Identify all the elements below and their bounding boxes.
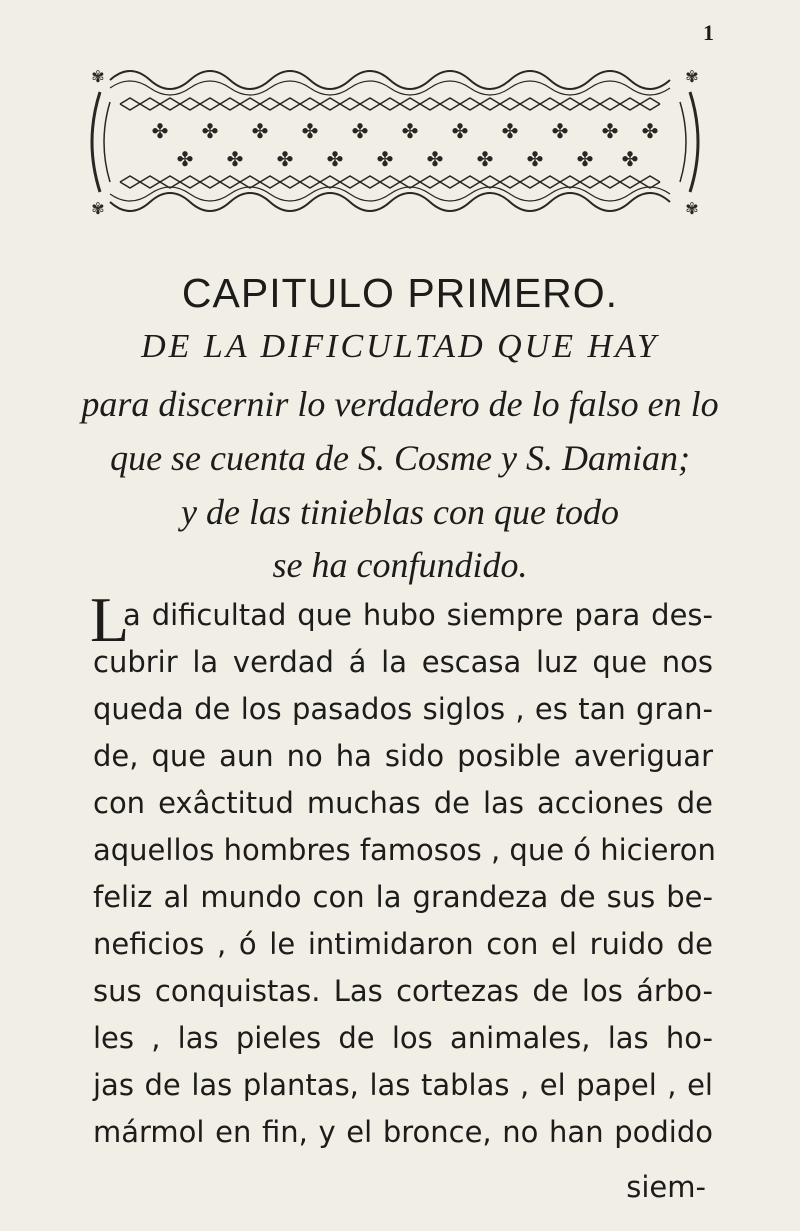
svg-text:✤: ✤ (401, 119, 419, 143)
svg-text:✾: ✾ (91, 67, 105, 86)
body-line-11: jas de las plantas, las tablas , el papel , el (93, 1068, 713, 1102)
svg-text:✤: ✤ (201, 119, 219, 143)
svg-text:✤: ✤ (426, 147, 444, 171)
body-line-10: les , las pieles de los animales, las ho- (93, 1021, 713, 1055)
body-line-6: aquellos hombres famosos , que ó hicieron (93, 833, 716, 867)
svg-text:✤: ✤ (501, 119, 519, 143)
subtitle-line-2: para discernir lo verdadero de lo falso en lo (81, 384, 719, 424)
svg-text:✤: ✤ (621, 147, 639, 171)
body-line-4: de, que aun no ha sido posible averiguar (93, 739, 713, 773)
svg-text:✤: ✤ (351, 119, 369, 143)
subtitle-line-1: DE LA DIFICULTAD QUE HAY (141, 328, 659, 365)
svg-text:✤: ✤ (276, 147, 294, 171)
body-line-8: neficios , ó le intimidaron con el ruido de (93, 927, 713, 961)
body-line-7: feliz al mundo con la grandeza de sus be- (93, 880, 713, 914)
svg-text:✤: ✤ (251, 119, 269, 143)
svg-text:✤: ✤ (176, 147, 194, 171)
svg-text:✤: ✤ (226, 147, 244, 171)
subtitle-line-3: que se cuenta de S. Cosme y S. Damian; (110, 438, 690, 478)
svg-text:✤: ✤ (326, 147, 344, 171)
body-line-12: mármol en fin, y el bronce, no han podido (93, 1115, 713, 1149)
page-number: 1 (703, 20, 714, 45)
chapter-title: CAPITULO PRIMERO. (181, 270, 619, 316)
body-line-3: queda de los pasados siglos , es tan gran- (93, 692, 713, 726)
svg-text:✤: ✤ (551, 119, 569, 143)
subtitle-line-5: se ha confundido. (272, 545, 528, 585)
decorative-headpiece-ornament (70, 62, 720, 222)
svg-text:✤: ✤ (601, 119, 619, 143)
svg-text:✤: ✤ (301, 119, 319, 143)
subtitle-line-4: y de las tinieblas con que todo (181, 492, 619, 532)
svg-text:✤: ✤ (641, 119, 659, 143)
body-line-9: sus conquistas. Las cortezas de los árbo- (93, 974, 713, 1008)
body-line-5: con exâctitud muchas de las acciones de (93, 786, 713, 820)
svg-text:✾: ✾ (685, 67, 699, 86)
svg-text:✤: ✤ (451, 119, 469, 143)
svg-text:✤: ✤ (476, 147, 494, 171)
catchword: siem- (626, 1170, 706, 1204)
svg-text:✤: ✤ (376, 147, 394, 171)
body-line-1: a dificultad que hubo siempre para des- (123, 598, 713, 632)
svg-text:✤: ✤ (526, 147, 544, 171)
svg-text:✾: ✾ (685, 199, 699, 218)
body-line-2: cubrir la verdad á la escasa luz que nos (93, 645, 713, 679)
svg-text:✤: ✤ (151, 119, 169, 143)
drop-cap: L (90, 584, 130, 655)
svg-text:✤: ✤ (576, 147, 594, 171)
svg-text:✾: ✾ (91, 199, 105, 218)
